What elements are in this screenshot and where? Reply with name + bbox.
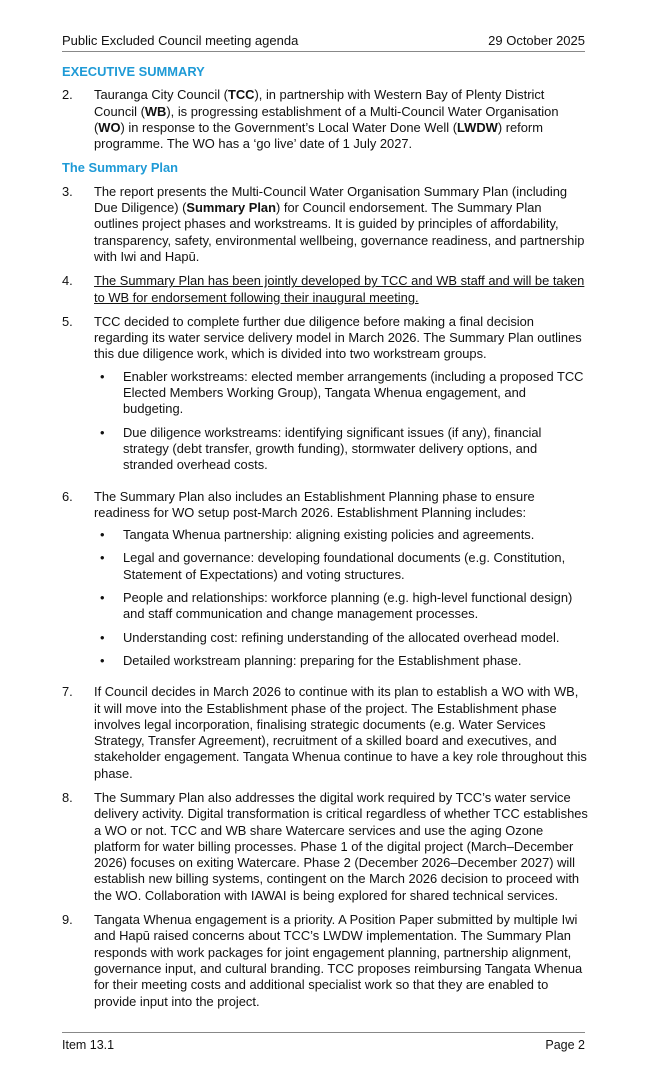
paragraph-text: The Summary Plan also addresses the digital work required by TCC’s water service delivery activity. Digital transformation is critical regardless of whether TCC establishes a WO or not. TCC and WB share Watercare services and use the aging Ozone platform for water billing processes. Phase 1 of the digital project (March–December 2026) focuses on exiting Watercare. Phase 2 (December 2026–December 2027) will establish new billing systems, contingent on the March 2026 decision to proceed with the WO. Collaboration with IAWAI is being explored for shared technical services. <box>94 789 588 903</box>
text: ) for Council endorsement. The Summary Plan outlines project phases and workstreams. It is guided by principles of affordability, transparency, safety, environmental wellbeing, governance readiness, and partnership with Iwi and Hapū. <box>94 200 585 264</box>
text: Tauranga City Council ( <box>94 87 228 103</box>
paragraph-4 <box>62 273 588 306</box>
list-item-text: Tangata Whenua partnership: aligning existing policies and agreements. <box>123 527 535 543</box>
list-item-text: People and relationships: workforce planning (e.g. high-level functional design) and staff communication and change management processes. <box>123 590 573 622</box>
bullet-icon: • <box>100 527 105 543</box>
bullet-icon: • <box>100 629 105 645</box>
list-item-text: Enabler workstreams: elected member arrangements (including a proposed TCC Elected Members Working Group), Tangata Whenua engagement, and budgeting. <box>123 368 584 417</box>
paragraph-text: Tangata Whenua engagement is a priority. A Position Paper submitted by multiple Iwi and Hapū raised concerns about TCC’s LWDW implementation. The Summary Plan responds with work packages for joint engagement planning, partnership alignment, governance input, and cultural branding. TCC proposes reimbursing Tangata Whenua for their meeting costs and additional specialist work so that they are enabled to provide input into the project. <box>94 912 583 1009</box>
bullet-icon: • <box>100 652 105 668</box>
paragraph-number: 2. <box>62 87 73 103</box>
bullet-icon: • <box>100 424 105 440</box>
text: ), in partnership with Western Bay of Plenty District Council ( <box>94 87 545 119</box>
paragraph-5 <box>62 314 588 481</box>
list-item-text: Understanding cost: refining understanding of the allocated overhead model. <box>123 629 560 645</box>
bold-text: TCC <box>227 87 255 103</box>
text: ) reform programme. The WO has a ‘go live’ date of 1 July 2027. <box>94 119 543 152</box>
bold-text: WO <box>98 119 121 135</box>
header-title: Public Excluded Council meeting agenda <box>62 33 299 48</box>
paragraph-number: 9. <box>62 912 73 928</box>
paragraph-number: 4. <box>62 273 73 289</box>
text: The report presents the Multi-Council Water Organisation Summary Plan (including Due Diligence) ( <box>94 183 568 216</box>
paragraph-text <box>94 184 588 265</box>
bullet-icon: • <box>100 368 105 384</box>
paragraph-6 <box>62 489 588 677</box>
paragraph-text-underlined: The Summary Plan has been jointly developed by TCC and WB staff and will be taken to WB for endorsement following their inaugural meeting. <box>94 273 585 305</box>
paragraph-number: 3. <box>62 183 73 199</box>
list-item-text: Legal and governance: developing foundational documents (e.g. Constitution, Statement of Expectations) and voting structures. <box>123 550 566 582</box>
paragraph-text: TCC decided to complete further due diligence before making a final decision regarding its water service delivery model in March 2026. The Summary Plan outlines this due diligence work, which is divided into two workstream groups. <box>94 313 582 362</box>
list-item <box>94 527 588 543</box>
paragraph-text: The Summary Plan also includes an Establishment Planning phase to ensure readiness for WO setup post-March 2026. Establishment Planning includes: <box>94 488 535 520</box>
paragraph-7 <box>62 684 588 782</box>
bullet-icon: • <box>100 590 105 606</box>
paragraph-number: 8. <box>62 789 73 805</box>
list-item <box>94 590 588 623</box>
bullet-list <box>94 527 588 669</box>
page-spacer <box>62 1018 585 1032</box>
document-body <box>62 64 588 1018</box>
paragraph-number: 6. <box>62 488 73 504</box>
text: ) in response to the Government’s Local Water Done Well ( <box>120 119 458 135</box>
page-header <box>62 33 585 52</box>
paragraph-9 <box>62 912 588 1010</box>
paragraph-number: 5. <box>62 313 73 329</box>
header-date: 29 October 2025 <box>488 33 585 48</box>
list-item-text: Detailed workstream planning: preparing for the Establishment phase. <box>123 652 522 668</box>
list-item-text: Due diligence workstreams: identifying significant issues (if any), financial strategy (debt transfer, growth funding), stormwater delivery options, and stranded overhead costs. <box>123 424 542 473</box>
bullet-list <box>94 369 588 474</box>
paragraph-text <box>94 87 588 152</box>
list-item <box>94 425 588 474</box>
paragraph-3 <box>62 184 588 265</box>
footer-page-number: Page 2 <box>545 1037 585 1052</box>
paragraph-8 <box>62 790 588 904</box>
list-item <box>94 550 588 583</box>
page-footer <box>62 1032 585 1053</box>
paragraph-number: 7. <box>62 684 73 700</box>
bold-text: LWDW <box>457 119 498 135</box>
heading-executive-summary: EXECUTIVE SUMMARY <box>62 64 205 79</box>
list-item <box>94 630 588 646</box>
bold-text: Summary Plan <box>186 200 276 216</box>
paragraph-text: If Council decides in March 2026 to continue with its plan to establish a WO with WB, it will move into the Establishment phase of the project. The Establishment phase involves legal incorporation, finalising strategic documents (e.g. Water Services Strategy, Transfer Agreement), recruitment of a skilled board and executives, and stakeholder engagement. Tangata Whenua continue to have a key role throughout this phase. <box>94 684 587 781</box>
text: ), is progressing establishment of a Multi-Council Water Organisation ( <box>94 103 559 135</box>
footer-item: Item 13.1 <box>62 1037 115 1052</box>
list-item <box>94 369 588 418</box>
bold-text: WB <box>144 103 167 119</box>
paragraph-2 <box>62 87 588 152</box>
list-item <box>94 653 588 669</box>
bullet-icon: • <box>100 550 105 566</box>
heading-summary-plan: The Summary Plan <box>62 160 179 176</box>
